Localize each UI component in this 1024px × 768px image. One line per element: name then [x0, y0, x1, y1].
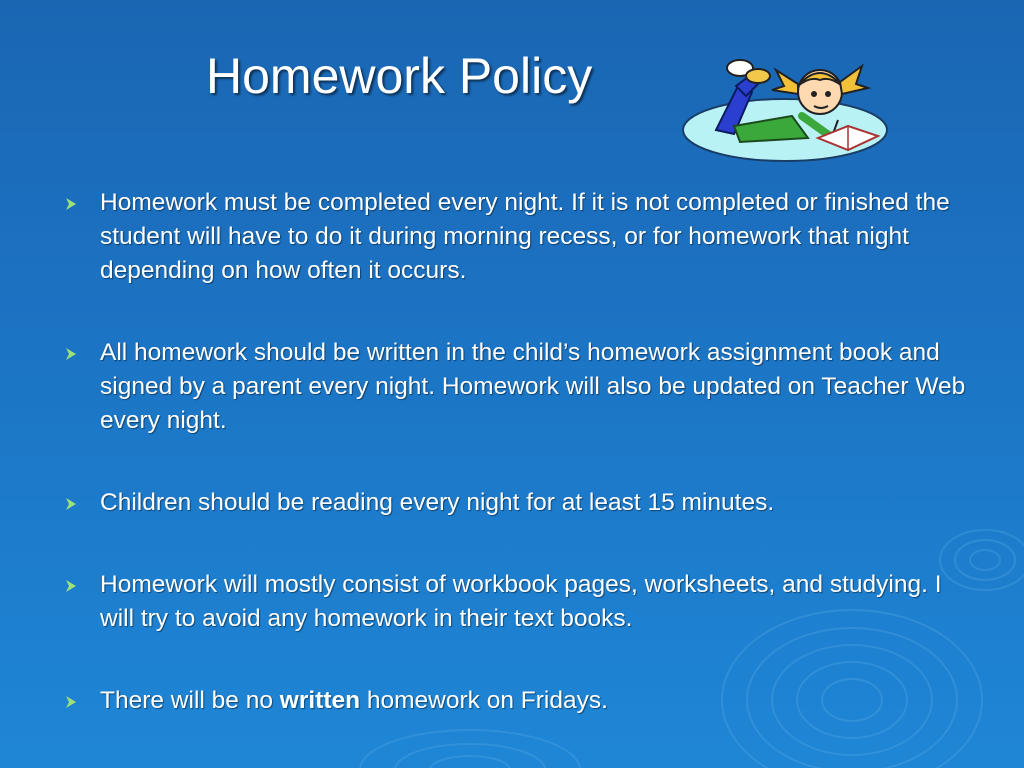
bullet-text-before: There will be no: [100, 687, 280, 714]
arrowhead-bullet-icon: [64, 579, 78, 593]
arrowhead-bullet-icon: [64, 197, 78, 211]
bullet-text: Homework will mostly consist of workbook pages, worksheets, and studying. I will try to avoid any homework in their text books.: [100, 571, 942, 632]
bullet-text-after: homework on Fridays.: [360, 687, 608, 714]
arrowhead-bullet-icon: [64, 695, 78, 709]
bullet-text: Children should be reading every night for at least 15 minutes.: [100, 489, 775, 516]
arrowhead-bullet-icon: [64, 347, 78, 361]
bullet-item: [58, 568, 968, 636]
bullet-item: [58, 684, 968, 718]
bullet-item: [58, 186, 968, 288]
child-reading-book-icon: [680, 46, 890, 164]
bullet-item: [58, 486, 968, 520]
bullet-text-bold: written: [279, 687, 361, 714]
bullet-text: Homework must be completed every night. If it is not completed or finished the student will have to do it during morning recess, or for homework that night depending on how often it occurs.: [100, 189, 950, 284]
bullet-list: [58, 186, 968, 718]
arrowhead-bullet-icon: [64, 497, 78, 511]
slide-title: Homework Policy: [206, 48, 593, 104]
bullet-text: All homework should be written in the child’s homework assignment book and signed by a parent every night. Homework will also be updated on Teacher Web every night.: [100, 339, 966, 434]
bullet-item: [58, 336, 968, 438]
